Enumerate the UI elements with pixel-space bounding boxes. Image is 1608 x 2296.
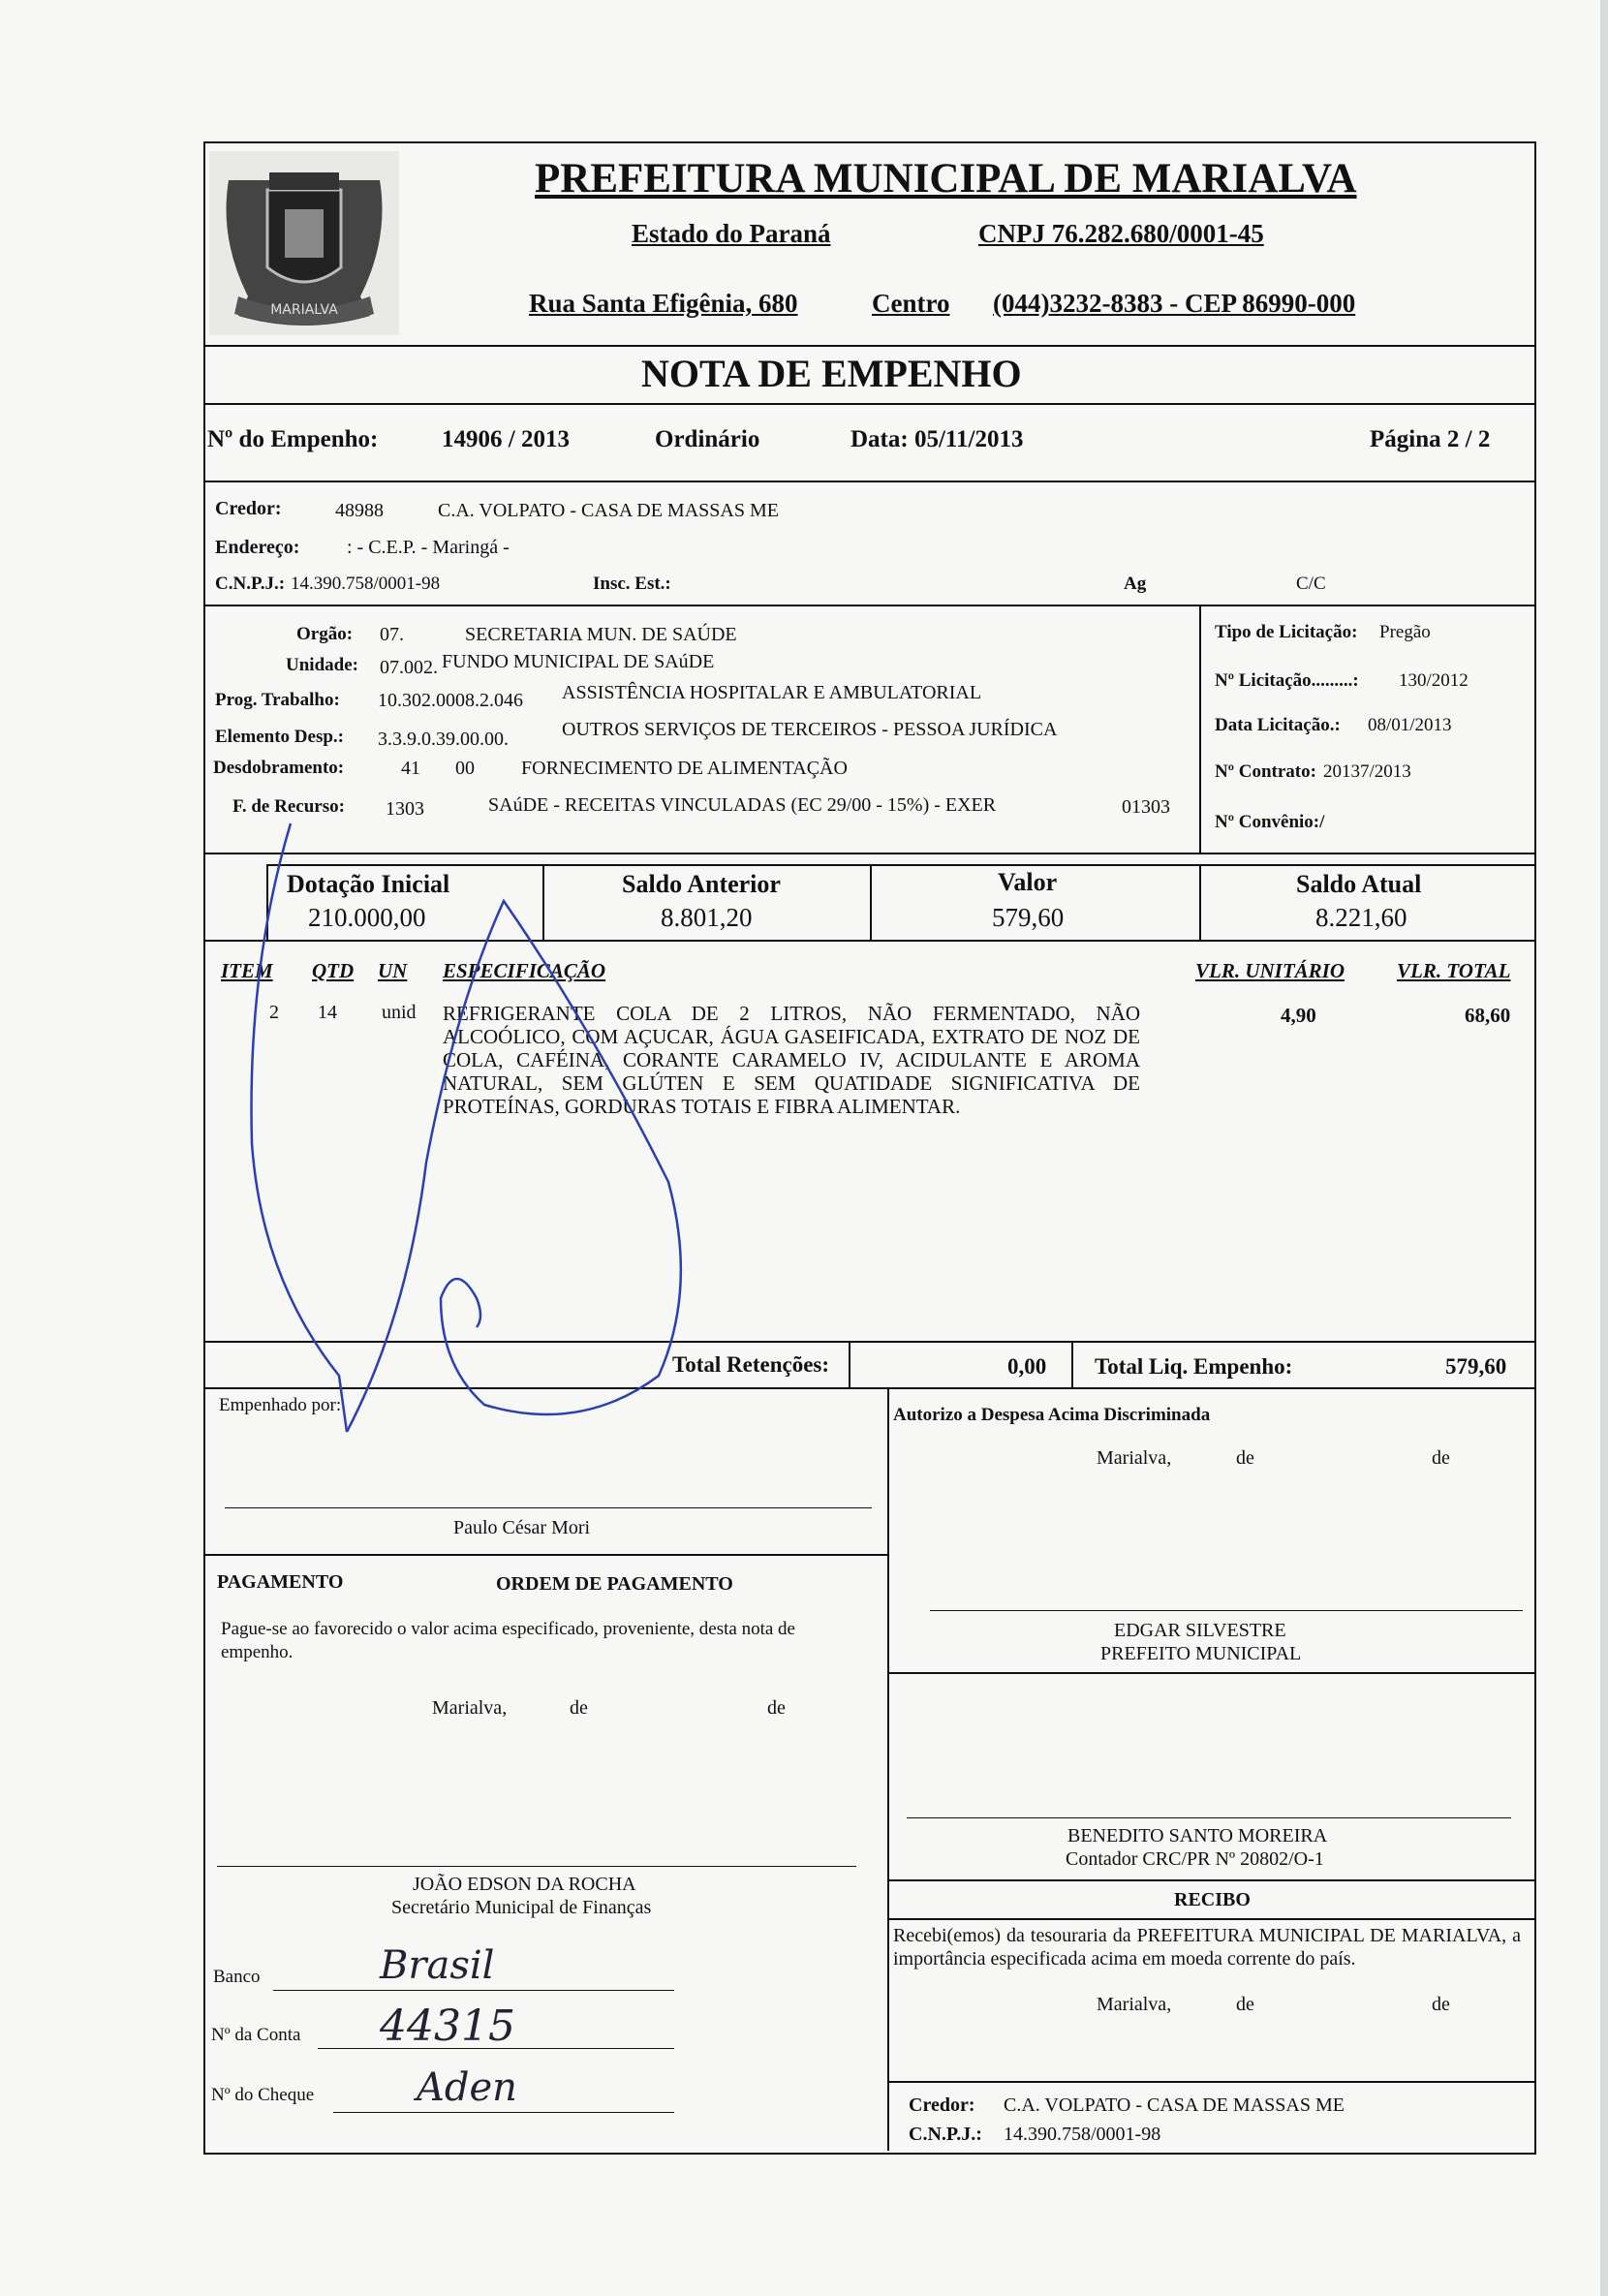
fonte-name: SAúDE - RECEITAS VINCULADAS (EC 29/00 - 15%) - EXER xyxy=(488,794,997,816)
cheque-handwritten: Aden xyxy=(417,2065,517,2110)
liquido-label: Total Liq. Empenho: xyxy=(1095,1354,1293,1379)
recibo-text: Recebi(emos) da tesouraria da PREFEITURA MUNICIPAL DE MARIALVA, a importância especificada acima em moeda corrente do país. xyxy=(893,1925,1521,1970)
item-specification: REFRIGERANTE COLA DE 2 LITROS, NÃO FERMENTADO, NÃO ALCOÓLICO, COM AÇUCAR, ÁGUA GASEIFICADA, EXTRATO DE NOZ DE COLA, CAFÉINA, CORANTE CARAMELO IV, ACIDULANTE E AROMA NATURAL, SEM GLÚTEN E SEM QUATIDADE SIGNIFICATIVA DE PROTEÍNAS, GORDURAS TOTAIS E FIBRA ALIMENTAR. xyxy=(443,1002,1140,1118)
orgao-name: SECRETARIA MUN. DE SAÚDE xyxy=(465,624,737,645)
contador-role: Contador CRC/PR Nº 20802/O-1 xyxy=(1066,1848,1324,1870)
header-district: Centro xyxy=(872,289,950,318)
cheque-label: Nº do Cheque xyxy=(211,2085,315,2105)
prefeitura-title: PREFEITURA MUNICIPAL DE MARIALVA xyxy=(535,156,1357,202)
orgao-code: 07. xyxy=(380,624,404,645)
recibo-de-2: de xyxy=(1432,1994,1450,2015)
header-phone-cep: (044)3232-8383 - CEP 86990-000 xyxy=(993,289,1356,318)
convenio-label: Nº Convênio:/ xyxy=(1215,812,1325,832)
item-qtd: 14 xyxy=(318,1002,337,1023)
ordem-pagamento-label: ORDEM DE PAGAMENTO xyxy=(496,1573,733,1595)
retencoes-label: Total Retenções: xyxy=(672,1352,830,1377)
credor-name: C.A. VOLPATO - CASA DE MASSAS ME xyxy=(438,500,779,521)
doc-title: NOTA DE EMPENHO xyxy=(641,352,1022,395)
empenhado-label: Empenhado por: xyxy=(219,1395,342,1415)
municipal-crest-icon xyxy=(209,151,399,335)
col-spec: ESPECIFICAÇÃO xyxy=(443,959,606,982)
pagamento-place: Marialva, xyxy=(432,1697,508,1719)
prefeito-name: EDGAR SILVESTRE xyxy=(1114,1620,1286,1641)
pagamento-de-2: de xyxy=(767,1697,786,1719)
licitacao-number-label: Nº Licitação.........: xyxy=(1215,670,1359,691)
tipo-licitacao-value: Pregão xyxy=(1379,622,1431,642)
conta-label: Nº da Conta xyxy=(211,2025,301,2045)
empenho-date: Data: 05/11/2013 xyxy=(850,426,1024,452)
fonte-code: 1303 xyxy=(386,798,424,820)
licitacao-date-label: Data Licitação.: xyxy=(1215,715,1341,735)
desdobramento-name: FORNECIMENTO DE ALIMENTAÇÃO xyxy=(521,758,848,779)
insc-est-label: Insc. Est.: xyxy=(593,574,671,594)
secretario-name: JOÃO EDSON DA ROCHA xyxy=(413,1874,636,1895)
autorizo-text: Autorizo a Despesa Acima Discriminada xyxy=(893,1405,1211,1425)
credor-cnpj: 14.390.758/0001-98 xyxy=(291,574,441,594)
autorizo-de-2: de xyxy=(1432,1447,1450,1469)
item-unit: unid xyxy=(382,1002,417,1023)
recibo-cnpj-label: C.N.P.J.: xyxy=(909,2124,982,2145)
elemento-code: 3.3.9.0.39.00.00. xyxy=(378,729,509,750)
prefeito-role: PREFEITO MUNICIPAL xyxy=(1100,1643,1302,1664)
recibo-cnpj: 14.390.758/0001-98 xyxy=(1004,2124,1161,2145)
elemento-name: OUTROS SERVIÇOS DE TERCEIROS - PESSOA JURÍDICA xyxy=(562,719,1058,740)
saldo-anterior-label: Saldo Anterior xyxy=(622,870,781,898)
recibo-credor-label: Credor: xyxy=(909,2094,975,2116)
tipo-licitacao-label: Tipo de Licitação: xyxy=(1215,622,1358,642)
pagamento-label: PAGAMENTO xyxy=(217,1571,344,1593)
licitacao-date: 08/01/2013 xyxy=(1368,715,1452,735)
banco-label: Banco xyxy=(213,1967,261,1987)
pagamento-de-1: de xyxy=(570,1697,588,1719)
recibo-place: Marialva, xyxy=(1097,1994,1172,2015)
agency-label: Ag xyxy=(1124,574,1147,594)
col-item: ITEM xyxy=(221,959,273,982)
empenho-number: 14906 / 2013 xyxy=(442,426,570,452)
desdobramento-code: 41 xyxy=(401,758,420,779)
autorizo-de-1: de xyxy=(1236,1447,1254,1469)
col-unit-value: VLR. UNITÁRIO xyxy=(1195,959,1345,982)
scan-edge xyxy=(1600,0,1608,2296)
item-number: 2 xyxy=(269,1002,279,1023)
secretario-role: Secretário Municipal de Finanças xyxy=(391,1897,652,1918)
col-qtd: QTD xyxy=(312,959,355,982)
contrato-number: 20137/2013 xyxy=(1323,761,1411,782)
unidade-label: Unidade: xyxy=(286,655,358,675)
credor-label: Credor: xyxy=(215,498,282,519)
col-total-value: VLR. TOTAL xyxy=(1397,959,1511,982)
prog-code: 10.302.0008.2.046 xyxy=(378,690,523,711)
recibo-de-1: de xyxy=(1236,1994,1254,2015)
empenho-label: Nº do Empenho: xyxy=(207,426,379,452)
valor-value: 579,60 xyxy=(992,903,1065,932)
account-label: C/C xyxy=(1296,574,1326,594)
fonte-label: F. de Recurso: xyxy=(232,796,345,817)
item-unit-value: 4,90 xyxy=(1281,1004,1316,1027)
dotacao-inicial-label: Dotação Inicial xyxy=(287,870,450,898)
address-label: Endereço: xyxy=(215,537,300,558)
retencoes-value: 0,00 xyxy=(1007,1354,1047,1379)
header-street: Rua Santa Efigênia, 680 xyxy=(529,289,798,318)
saldo-atual-value: 8.221,60 xyxy=(1315,903,1407,932)
banco-handwritten: Brasil xyxy=(380,1943,495,1988)
desdobramento-sub: 00 xyxy=(455,758,475,779)
crest-text: MARIALVA xyxy=(270,302,338,318)
autorizo-place: Marialva, xyxy=(1097,1447,1172,1469)
contrato-label: Nº Contrato: xyxy=(1215,761,1316,782)
address-value: : - C.E.P. - Maringá - xyxy=(347,537,510,558)
header-cnpj: CNPJ 76.282.680/0001-45 xyxy=(978,219,1264,248)
page-number: Página 2 / 2 xyxy=(1370,426,1491,452)
recibo-title: RECIBO xyxy=(1174,1889,1251,1910)
prog-label: Prog. Trabalho: xyxy=(215,690,340,710)
prog-name: ASSISTÊNCIA HOSPITALAR E AMBULATORIAL xyxy=(562,682,982,703)
item-total-value: 68,60 xyxy=(1465,1004,1511,1027)
col-un: UN xyxy=(378,959,408,982)
dotacao-inicial-value: 210.000,00 xyxy=(308,903,426,932)
liquido-value: 579,60 xyxy=(1445,1354,1507,1379)
contador-name: BENEDITO SANTO MOREIRA xyxy=(1067,1825,1328,1846)
saldo-atual-label: Saldo Atual xyxy=(1296,870,1422,898)
credor-code: 48988 xyxy=(335,500,384,521)
conta-handwritten: 44315 xyxy=(380,2001,515,2051)
empenhado-name: Paulo César Mori xyxy=(453,1517,591,1538)
credor-cnpj-label: C.N.P.J.: xyxy=(215,574,286,594)
saldo-anterior-value: 8.801,20 xyxy=(661,903,753,932)
unidade-name: FUNDO MUNICIPAL DE SAúDE xyxy=(442,651,715,672)
pagamento-text: Pague-se ao favorecido o valor acima especificado, proveniente, desta nota de empenho. xyxy=(221,1619,795,1662)
unidade-code: 07.002. xyxy=(380,657,438,678)
elemento-label: Elemento Desp.: xyxy=(215,727,344,747)
licitacao-number: 130/2012 xyxy=(1399,670,1469,691)
recibo-credor-name: C.A. VOLPATO - CASA DE MASSAS ME xyxy=(1004,2094,1345,2116)
empenho-type: Ordinário xyxy=(655,426,760,452)
fonte-number: 01303 xyxy=(1122,796,1170,818)
state-name: Estado do Paraná xyxy=(632,219,831,248)
desdobramento-label: Desdobramento: xyxy=(213,758,345,778)
valor-label: Valor xyxy=(998,868,1058,896)
orgao-label: Orgão: xyxy=(296,624,354,644)
